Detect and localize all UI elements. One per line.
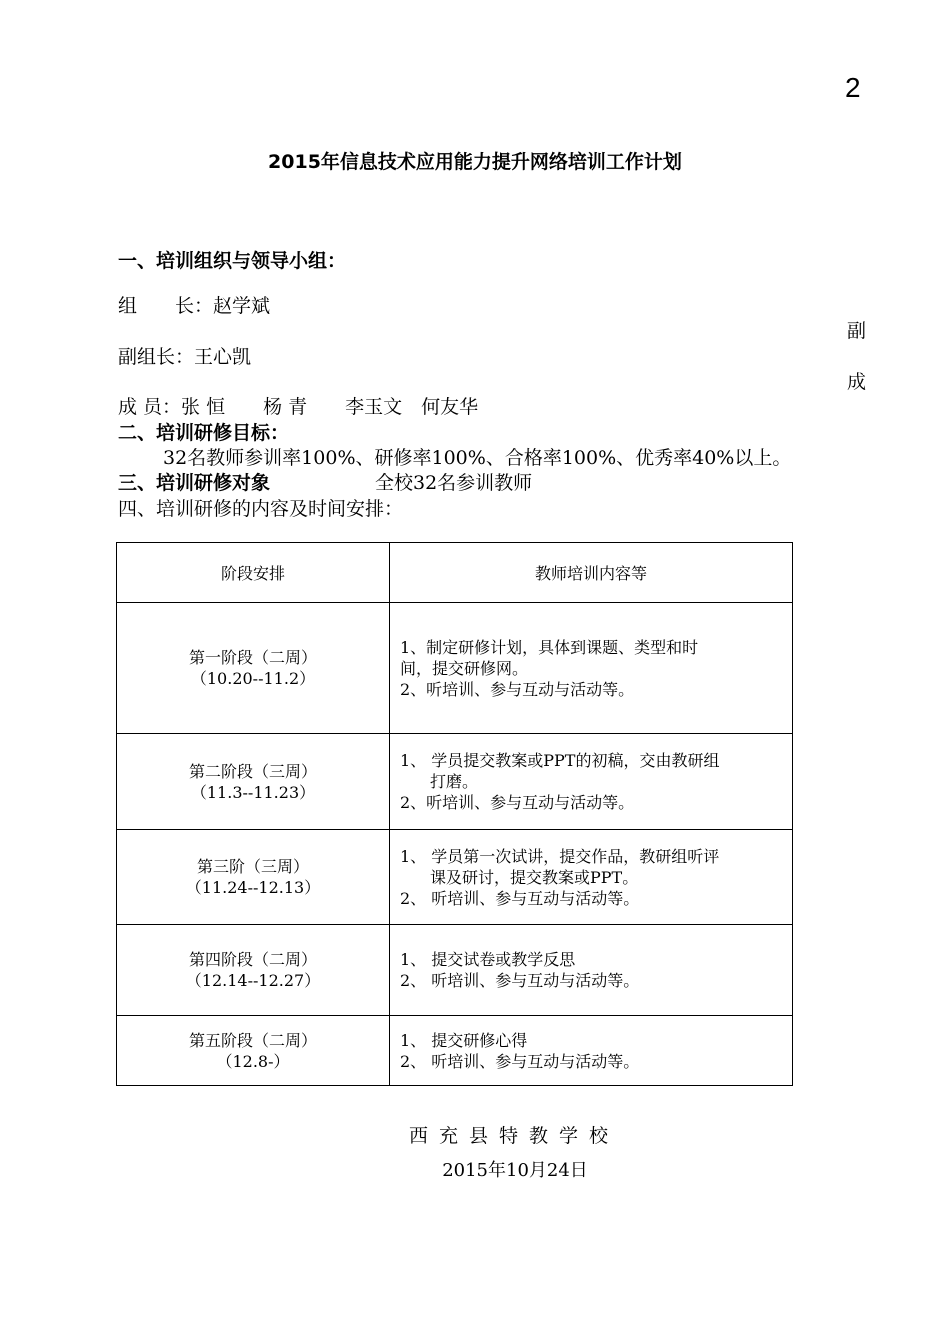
content-line: 打磨。: [430, 772, 479, 791]
group-members: 成 员：张 恒 杨 青 李玉文 何友华: [118, 396, 479, 418]
margin-char-fu: 副: [847, 320, 867, 342]
section-1-heading: 一、培训组织与领导小组：: [118, 250, 347, 272]
content-line: 1、 提交试卷或教学反思: [400, 950, 576, 969]
stage-name: 第二阶段（三周）: [188, 761, 317, 781]
stage-cell: [117, 1016, 390, 1086]
stage-dates: （10.20--11.2）: [190, 669, 316, 688]
page-number: 2: [845, 72, 861, 103]
content-line: 1、 学员第一次试讲，提交作品，教研组听评: [400, 846, 720, 866]
stage-name: 第五阶段（二周）: [188, 1030, 317, 1050]
section-4-heading: 四、培训研修的内容及时间安排：: [118, 498, 404, 520]
content-line: 2、 听培训、参与互动与活动等。: [400, 1051, 640, 1071]
table-header-row: [117, 543, 793, 603]
stage-cell: [117, 734, 390, 830]
stage-dates: （11.24--12.13）: [185, 878, 321, 897]
schedule-table: [116, 542, 793, 1086]
content-line: 课及研讨，提交教案或PPT。: [430, 867, 639, 887]
content-cell: [390, 1016, 793, 1086]
section-3-heading: 三、培训研修对象: [118, 472, 271, 494]
content-cell: [390, 925, 793, 1016]
group-leader: 组 长：赵学斌: [118, 295, 271, 317]
training-goal-text: 32名教师参训率100%、研修率100%、合格率100%、优秀率40%以上。: [163, 447, 792, 469]
stage-cell: [117, 925, 390, 1016]
content-line: 2、听培训、参与互动与活动等。: [400, 679, 635, 699]
stage-name: 第四阶段（二周）: [188, 950, 317, 969]
content-line: 2、 听培训、参与互动与活动等。: [400, 888, 640, 908]
table-row: [117, 1016, 793, 1086]
content-line: 1、 学员提交教案或PPT的初稿，交由教研组: [400, 751, 720, 770]
stage-name: 第三阶（三周）: [196, 857, 309, 876]
stage-cell: [117, 830, 390, 925]
table-row: [117, 734, 793, 830]
table-row: [117, 925, 793, 1016]
school-name: 西充县特教学校: [408, 1125, 619, 1147]
stage-dates: （11.3--11.23）: [190, 782, 316, 802]
training-target-text: 全校32名参训教师: [375, 472, 533, 494]
stage-dates: （12.8-）: [216, 1051, 290, 1071]
margin-char-cheng: 成: [847, 371, 867, 393]
document-title: 2015年信息技术应用能力提升网络培训工作计划: [268, 151, 682, 173]
content-line: 间，提交研修网。: [400, 658, 529, 678]
stage-name: 第一阶段（二周）: [188, 648, 317, 667]
content-line: 2、 听培训、参与互动与活动等。: [400, 971, 640, 990]
stage-dates: （12.14--12.27）: [185, 971, 321, 990]
header-content: 教师培训内容等: [390, 543, 793, 603]
content-cell: [390, 603, 793, 734]
header-stage: 阶段安排: [117, 543, 390, 603]
stage-cell: [117, 603, 390, 734]
deputy-leader: 副组长：王心凯: [118, 346, 252, 368]
content-line: 2、听培训、参与互动与活动等。: [400, 793, 635, 812]
section-2-heading: 二、培训研修目标：: [118, 422, 290, 444]
table-row: [117, 830, 793, 925]
content-cell: [390, 734, 793, 830]
content-line: 1、 提交研修心得: [400, 1030, 528, 1050]
document-date: 2015年10月24日: [442, 1160, 588, 1181]
table-row: [117, 603, 793, 734]
content-line: 1、制定研修计划，具体到课题、类型和时: [400, 637, 699, 657]
content-cell: [390, 830, 793, 925]
